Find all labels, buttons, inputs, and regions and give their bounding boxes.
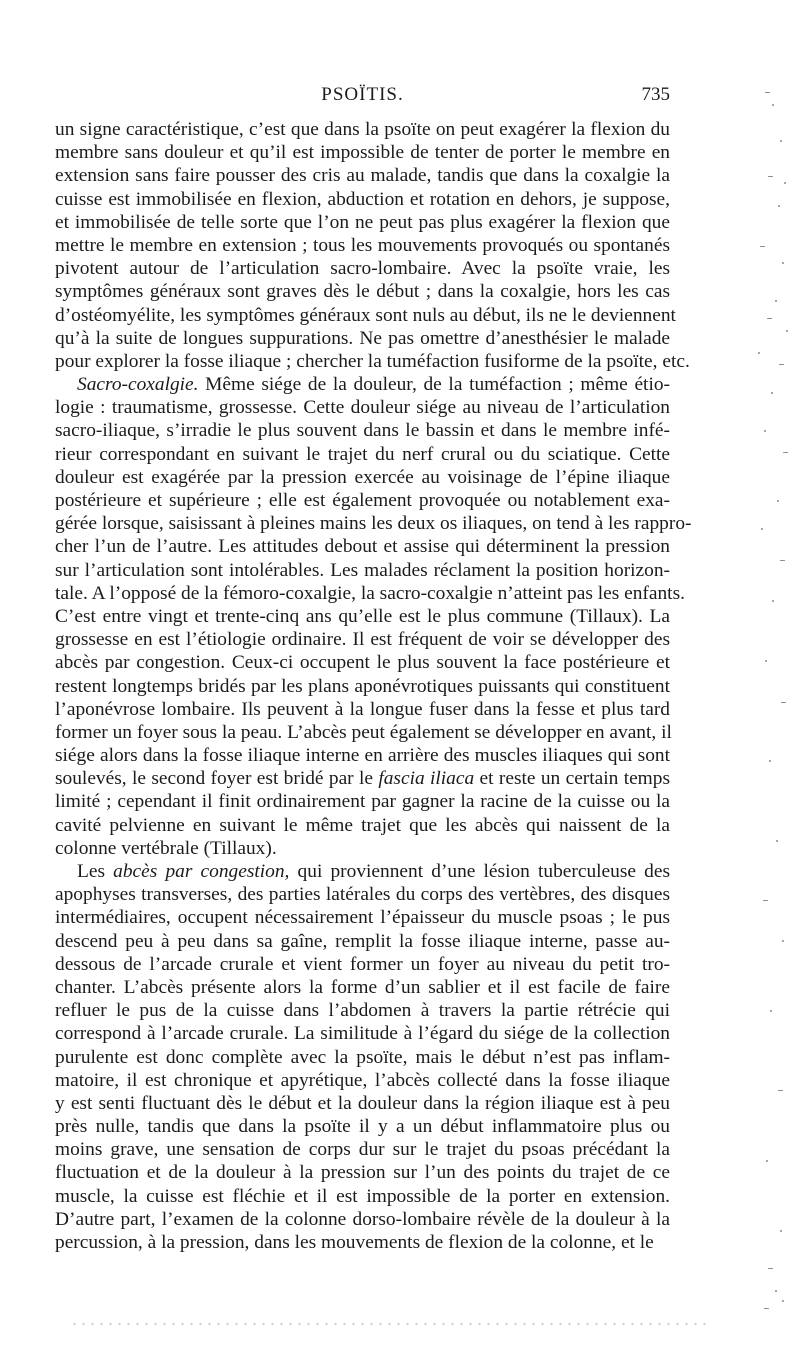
- text-line: [55, 930, 670, 953]
- text-run: rieur correspondant en suivant le trajet du nerf crural ou du sciatique. Cette: [55, 443, 670, 465]
- text-run: matoire, il est chronique et apyrétique, l’abcès collecté dans la fosse iliaque: [55, 1069, 670, 1091]
- text-run: descend peu à peu dans sa gaîne, remplit la fosse iliaque interne, passe au-: [55, 930, 670, 952]
- scan-speck: [758, 352, 760, 354]
- text-line: [55, 419, 670, 442]
- text-line: [55, 582, 685, 605]
- italic-text: fascia iliaca: [378, 768, 475, 790]
- scan-speck: [764, 430, 766, 432]
- text-run: postérieure et supérieure ; elle est également provoquée ou notablement exa-: [55, 490, 670, 511]
- text-run: extension sans faire pousser des cris au malade, tandis que dans la coxalgie la: [55, 165, 670, 187]
- text-line: [55, 118, 670, 141]
- scan-speck: [781, 702, 786, 703]
- text-run: dessous de l’arcade crurale et vient former un foyer au niveau du petit tro-: [55, 953, 670, 975]
- text-line: [55, 1115, 670, 1138]
- text-line: [55, 304, 676, 327]
- text-run: un signe caractéristique, c’est que dans la psoïte on peut exagérer la flexion du: [55, 119, 670, 140]
- scan-speck: [786, 330, 788, 332]
- italic-text: abcès par congestion,: [113, 861, 290, 882]
- bottom-print-dots: [70, 1322, 710, 1326]
- scan-speck: [772, 104, 774, 106]
- text-run: former un foyer sous la peau. L’abcès peut également se développer en avant, il: [55, 721, 672, 743]
- text-line: [55, 350, 690, 373]
- text-run: sacro-iliaque, s’irradie le plus souvent dans le bassin et dans le membre infé-: [55, 420, 670, 442]
- text-run: sur l’articulation sont intolérables. Les malades réclament la position horizon-: [55, 559, 670, 581]
- scan-speck: [777, 500, 779, 502]
- text-line: [55, 883, 670, 906]
- text-run: fluctuation et de la douleur à la pression sur l’un des points du trajet de ce: [55, 1162, 670, 1184]
- text-run: et immobilisée de telle sorte que l’on ne peut pas plus exagérer la flexion que: [55, 211, 670, 233]
- running-head: [55, 84, 670, 108]
- scan-speck: [779, 364, 784, 365]
- scan-speck: [776, 840, 778, 842]
- text-line: [55, 814, 670, 837]
- text-line: [55, 744, 670, 767]
- body-text: [55, 118, 692, 1254]
- text-run: siége alors dans la fosse iliaque interne en arrière des muscles iliaques qui sont: [55, 745, 670, 767]
- text-run: correspond à l’arcade crurale. La similitude à l’égard du siége de la collection: [55, 1023, 670, 1045]
- text-run: logie : traumatisme, grossesse. Cette douleur siége au niveau de l’articulation: [55, 397, 670, 419]
- text-line: [55, 466, 670, 489]
- page-edge-specks: [720, 0, 800, 1355]
- text-line: [55, 605, 670, 628]
- text-run: grossesse en est l’étiologie ordinaire. Il est fréquent de voir se développer des: [55, 629, 670, 651]
- text-run: purulente est donc complète avec la psoïte, mais le début n’est pas inflam-: [55, 1046, 670, 1068]
- text-line: [55, 837, 670, 860]
- text-run: symptômes généraux sont graves dès le début ; dans la coxalgie, hors les cas: [55, 281, 670, 303]
- text-run: Même siége de la douleur, de la tuméfaction ; même étio-: [198, 374, 670, 396]
- text-line: [55, 790, 670, 813]
- text-run: cuisse est immobilisée en flexion, abduction et rotation en dehors, je suppose,: [55, 188, 670, 210]
- scan-speck: [782, 262, 784, 264]
- text-run: mettre le membre en extension ; tous les mouvements provoqués ou spontanés: [55, 234, 670, 256]
- scan-speck: [769, 760, 771, 762]
- scan-speck: [765, 92, 770, 93]
- text-line: [55, 767, 670, 790]
- text-run: intermédiaires, occupent nécessairement l’épaisseur du muscle psoas ; le pus: [55, 907, 670, 929]
- scan-speck: [778, 205, 780, 207]
- text-line: [55, 234, 670, 257]
- text-run: gérée lorsque, saisissant à pleines mains les deux os iliaques, on tend à les rappro-: [55, 513, 692, 535]
- text-line: [55, 396, 670, 419]
- text-line: [55, 280, 670, 303]
- scan-speck: [782, 940, 784, 942]
- text-line: [55, 721, 670, 744]
- text-line: [55, 860, 670, 883]
- scan-speck: [780, 560, 785, 561]
- text-line: [55, 1185, 670, 1208]
- text-run: tale. A l’opposé de la fémoro-coxalgie, la sacro-coxalgie n’atteint pas les enfants.: [55, 582, 685, 604]
- text-line: [55, 1022, 670, 1045]
- text-line: [55, 559, 670, 582]
- text-run: près nulle, tandis que dans la psoïte il y a un début inflammatoire plus ou: [55, 1116, 670, 1138]
- scan-speck: [784, 182, 786, 184]
- text-line: [55, 976, 670, 999]
- scan-speck: [780, 140, 782, 142]
- text-run: Les: [77, 861, 114, 882]
- text-line: [55, 675, 670, 698]
- text-run: D’autre part, l’examen de la colonne dorso-lombaire révèle de la douleur à la: [55, 1208, 670, 1230]
- text-line: [55, 698, 670, 721]
- text-run: qu’à la suite de longues suppurations. Ne pas omettre d’anesthésier le malade: [55, 327, 670, 349]
- text-run: y est senti fluctuant dès le début et la douleur dans la région iliaque est à peu: [55, 1092, 670, 1114]
- text-run: cher l’un de l’autre. Les attitudes debout et assise qui déterminent la pression: [55, 536, 670, 558]
- text-line: [55, 906, 670, 929]
- text-run: membre sans douleur et qu’il est impossible de tenter de porter le membre en: [55, 142, 670, 164]
- scan-speck: [778, 1090, 783, 1091]
- text-line: [55, 164, 670, 187]
- scan-speck: [766, 1160, 768, 1162]
- text-line: [55, 373, 670, 396]
- text-line: [55, 1046, 670, 1069]
- text-line: [55, 1069, 670, 1092]
- text-run: refluer le pus de la cuisse dans l’abdomen à travers la partie rétrécie qui: [55, 1000, 670, 1022]
- text-run: et reste un certain temps: [474, 768, 671, 790]
- text-run: abcès par congestion. Ceux-ci occupent le plus souvent la face postérieure et: [55, 652, 670, 674]
- scan-speck: [767, 318, 772, 319]
- text-run: cavité pelvienne en suivant le même trajet que les abcès qui naissent de la: [55, 814, 670, 836]
- scan-speck: [760, 246, 765, 247]
- italic-text: Sacro-coxalgie.: [77, 374, 199, 396]
- text-run: limité ; cependant il finit ordinairement par gagner la racine de la cuisse ou la: [55, 791, 670, 813]
- text-line: [55, 651, 670, 674]
- text-run: restent longtemps bridés par les plans aponévrotiques puissants qui constituent: [55, 675, 670, 697]
- text-line: [55, 188, 670, 211]
- text-run: apophyses transverses, des parties latérales du corps des vertèbres, des disques: [55, 884, 670, 906]
- text-run: qui proviennent d’une lésion tuberculeuse des: [289, 861, 670, 882]
- text-run: douleur est exagérée par la pression exercée au voisinage de l’épine iliaque: [55, 466, 670, 488]
- text-line: [55, 327, 670, 350]
- scan-speck: [764, 1308, 769, 1309]
- text-run: colonne vertébrale (Tillaux).: [55, 837, 277, 859]
- text-line: [55, 141, 670, 164]
- scan-speck: [771, 392, 773, 394]
- text-run: chanter. L’abcès présente alors la forme d’un sablier et il est facile de faire: [55, 976, 670, 998]
- text-line: [55, 1138, 670, 1161]
- text-line: [55, 489, 670, 512]
- scan-speck: [763, 900, 768, 901]
- text-line: [55, 1161, 670, 1184]
- text-run: soulevés, le second foyer est bridé par le: [55, 768, 379, 790]
- text-line: [55, 443, 670, 466]
- text-run: pivotent autour de l’articulation sacro-lombaire. Avec la psoïte vraie, les: [55, 258, 670, 280]
- text-run: moins grave, une sensation de corps dur sur le trajet du psoas précédant la: [55, 1139, 670, 1161]
- text-run: l’aponévrose lombaire. Ils peuvent à la longue fuser dans la fesse et plus tard: [55, 698, 670, 720]
- text-line: [55, 211, 670, 234]
- scan-speck: [782, 1300, 784, 1302]
- scan-speck: [768, 1268, 773, 1269]
- page-number: 735: [641, 84, 670, 105]
- scan-speck: [780, 1230, 782, 1232]
- text-line: [55, 628, 670, 651]
- scan-speck: [761, 528, 763, 530]
- scan-speck: [772, 600, 774, 602]
- text-run: d’ostéomyélite, les symptômes généraux sont nuls au début, ils ne le deviennent: [55, 304, 676, 326]
- text-line: [55, 535, 670, 558]
- text-run: percussion, à la pression, dans les mouvements de flexion de la colonne, et le: [55, 1232, 654, 1253]
- running-title: PSOÏTIS.: [321, 84, 404, 105]
- text-line: [55, 953, 670, 976]
- scan-speck: [765, 660, 767, 662]
- scan-speck: [775, 1290, 777, 1292]
- text-line: [55, 1231, 670, 1254]
- scan-speck: [783, 452, 788, 453]
- text-line: [55, 999, 670, 1022]
- text-line: [55, 1092, 670, 1115]
- text-line: [55, 1208, 670, 1231]
- scan-speck: [770, 1010, 772, 1012]
- scan-speck: [775, 300, 777, 302]
- text-line: [55, 257, 670, 280]
- text-run: pour explorer la fosse iliaque ; chercher la tuméfaction fusiforme de la psoïte, etc.: [55, 350, 690, 372]
- text-run: muscle, la cuisse est fléchie et il est impossible de la porter en extension.: [55, 1185, 670, 1207]
- scan-speck: [768, 176, 773, 177]
- text-run: C’est entre vingt et trente-cinq ans qu’elle est le plus commune (Tillaux). La: [55, 605, 670, 627]
- text-line: [55, 512, 692, 535]
